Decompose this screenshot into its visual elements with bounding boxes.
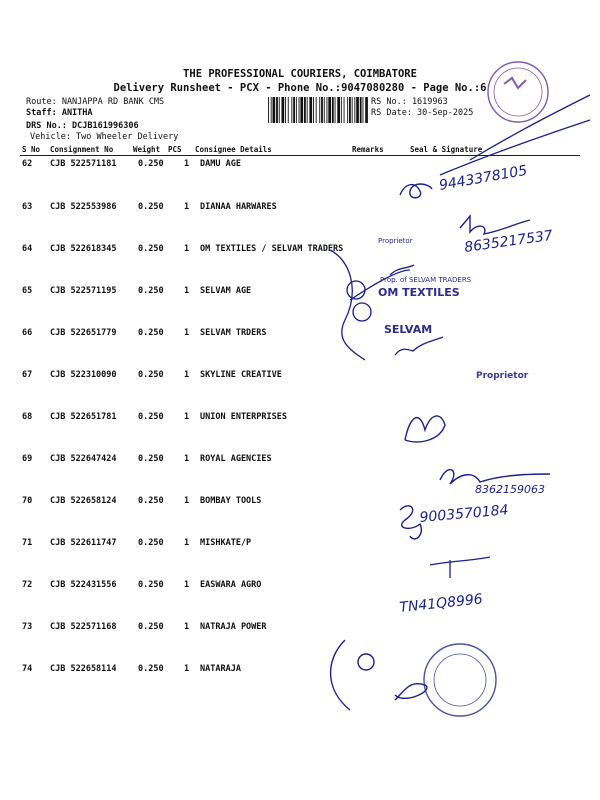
row-sno: 69 <box>22 454 33 464</box>
row-consignment: CJB 522431556 <box>50 580 117 590</box>
handwritten-vehicle-number: TN41Q8996 <box>398 591 484 616</box>
signature-rows-64-66 <box>330 250 443 360</box>
row-consignment: CJB 522611747 <box>50 538 117 548</box>
row-sno: 64 <box>22 244 33 254</box>
row-consignment: CJB 522658124 <box>50 496 117 506</box>
handwritten-phone-1: 9443378105 <box>437 162 529 194</box>
row-pcs: 1 <box>184 244 190 254</box>
table-row <box>0 454 600 468</box>
row-pcs: 1 <box>184 328 190 338</box>
header-divider <box>20 155 580 156</box>
row-weight: 0.250 <box>138 328 164 338</box>
col-header-remarks: Remarks <box>352 145 384 154</box>
col-header-weight: Weight <box>133 145 161 154</box>
row-consignee: NATRAJA POWER <box>200 622 267 632</box>
row-weight: 0.250 <box>138 580 164 590</box>
handwritten-phone-4: 9003570184 <box>418 502 510 526</box>
row-pcs: 1 <box>184 286 190 296</box>
drs-number: DRS No.: DCJB161996306 <box>26 121 139 131</box>
row-consignment: CJB 522571168 <box>50 622 117 632</box>
row-sno: 62 <box>22 159 33 169</box>
row-consignment: CJB 522651779 <box>50 328 117 338</box>
row-consignee: DAMU AGE <box>200 159 241 169</box>
row-consignee: MISHKATE/P <box>200 538 252 548</box>
row-consignment: CJB 522310090 <box>50 370 117 380</box>
table-row <box>0 202 600 216</box>
company-title: THE PROFESSIONAL COURIERS, COIMBATORE <box>183 68 417 80</box>
row-sno: 72 <box>22 580 33 590</box>
route-label: Route: NANJAPPA RD BANK CMS <box>26 97 165 107</box>
table-row <box>0 538 600 552</box>
rs-number: RS No.: 1619963 <box>371 97 448 107</box>
row-pcs: 1 <box>184 580 190 590</box>
row-consignee: BOMBAY TOOLS <box>200 496 262 506</box>
row-pcs: 1 <box>184 454 190 464</box>
row-consignee: EASWARA AGRO <box>200 580 262 590</box>
table-row <box>0 580 600 594</box>
row-weight: 0.250 <box>138 664 164 674</box>
row-consignee: SELVAM TRDERS <box>200 328 267 338</box>
row-consignee: NATARAJA <box>200 664 241 674</box>
row-pcs: 1 <box>184 496 190 506</box>
row-weight: 0.250 <box>138 538 164 548</box>
stamp-om-textiles: OM TEXTILES <box>378 286 460 299</box>
signature-row-69 <box>440 470 550 484</box>
row-weight: 0.250 <box>138 202 164 212</box>
row-pcs: 1 <box>184 538 190 548</box>
stamp-proprietor-mid: Proprietor <box>476 371 529 381</box>
row-consignment: CJB 522618345 <box>50 244 117 254</box>
row-sno: 67 <box>22 370 33 380</box>
row-consignment: CJB 522553986 <box>50 202 117 212</box>
stamp-selvam: SELVAM <box>384 323 433 336</box>
table-row <box>0 159 600 173</box>
row-consignment: CJB 522571195 <box>50 286 117 296</box>
row-sno: 66 <box>22 328 33 338</box>
table-row <box>0 328 600 342</box>
signature-row-71 <box>430 557 490 578</box>
row-consignee: ROYAL AGENCIES <box>200 454 272 464</box>
row-sno: 71 <box>22 538 33 548</box>
table-row <box>0 496 600 510</box>
row-consignee: SELVAM AGE <box>200 286 252 296</box>
col-header-sno: S No <box>22 145 41 154</box>
barcode-image <box>268 97 368 123</box>
vehicle-label: Vehicle: Two Wheeler Delivery <box>30 132 179 142</box>
runsheet-subtitle: Delivery Runsheet - PCX - Phone No.:9047080280 - Page No.:6 <box>113 82 487 94</box>
signature-row-70 <box>400 506 421 539</box>
row-pcs: 1 <box>184 622 190 632</box>
row-weight: 0.250 <box>138 370 164 380</box>
row-consignment: CJB 522647424 <box>50 454 117 464</box>
row-weight: 0.250 <box>138 622 164 632</box>
table-row <box>0 286 600 300</box>
col-header-seal-signature: Seal & Signature <box>410 145 483 154</box>
row-pcs: 1 <box>184 202 190 212</box>
col-header-pcs: PCS <box>168 145 182 154</box>
row-weight: 0.250 <box>138 454 164 464</box>
table-row <box>0 412 600 426</box>
staff-label: Staff: ANITHA <box>26 108 93 118</box>
row-sno: 68 <box>22 412 33 422</box>
stamp-proprietor-top: Proprietor <box>378 237 413 245</box>
row-pcs: 1 <box>184 159 190 169</box>
row-sno: 74 <box>22 664 33 674</box>
row-weight: 0.250 <box>138 412 164 422</box>
signature-row-63 <box>460 216 530 234</box>
row-consignment: CJB 522651781 <box>50 412 117 422</box>
row-weight: 0.250 <box>138 244 164 254</box>
handwritten-phone-2: 8635217537 <box>463 227 554 256</box>
row-sno: 70 <box>22 496 33 506</box>
handwritten-phone-3: 8362159063 <box>475 483 545 496</box>
row-consignee: OM TEXTILES / SELVAM TRADERS <box>200 244 344 254</box>
row-sno: 63 <box>22 202 33 212</box>
table-row <box>0 664 600 678</box>
row-sno: 73 <box>22 622 33 632</box>
stamp-selvam-traders-small: Prop. of SELVAM TRADERS <box>380 276 472 284</box>
row-weight: 0.250 <box>138 286 164 296</box>
rs-date: RS Date: 30-Sep-2025 <box>371 108 474 118</box>
row-weight: 0.250 <box>138 159 164 169</box>
row-pcs: 1 <box>184 370 190 380</box>
table-row <box>0 370 600 384</box>
signature-row-62 <box>400 184 432 198</box>
row-weight: 0.250 <box>138 496 164 506</box>
row-consignee: UNION ENTERPRISES <box>200 412 287 422</box>
row-sno: 65 <box>22 286 33 296</box>
table-row <box>0 622 600 636</box>
row-pcs: 1 <box>184 412 190 422</box>
table-row <box>0 244 600 258</box>
row-pcs: 1 <box>184 664 190 674</box>
row-consignment: CJB 522658114 <box>50 664 117 674</box>
col-header-consignment: Consignment No <box>50 145 114 154</box>
row-consignment: CJB 522571181 <box>50 159 117 169</box>
row-consignee: DIANAA HARWARES <box>200 202 277 212</box>
col-header-consignee: Consignee Details <box>195 145 272 154</box>
circular-stamp-bottom-icon <box>424 644 496 716</box>
row-consignee: SKYLINE CREATIVE <box>200 370 282 380</box>
